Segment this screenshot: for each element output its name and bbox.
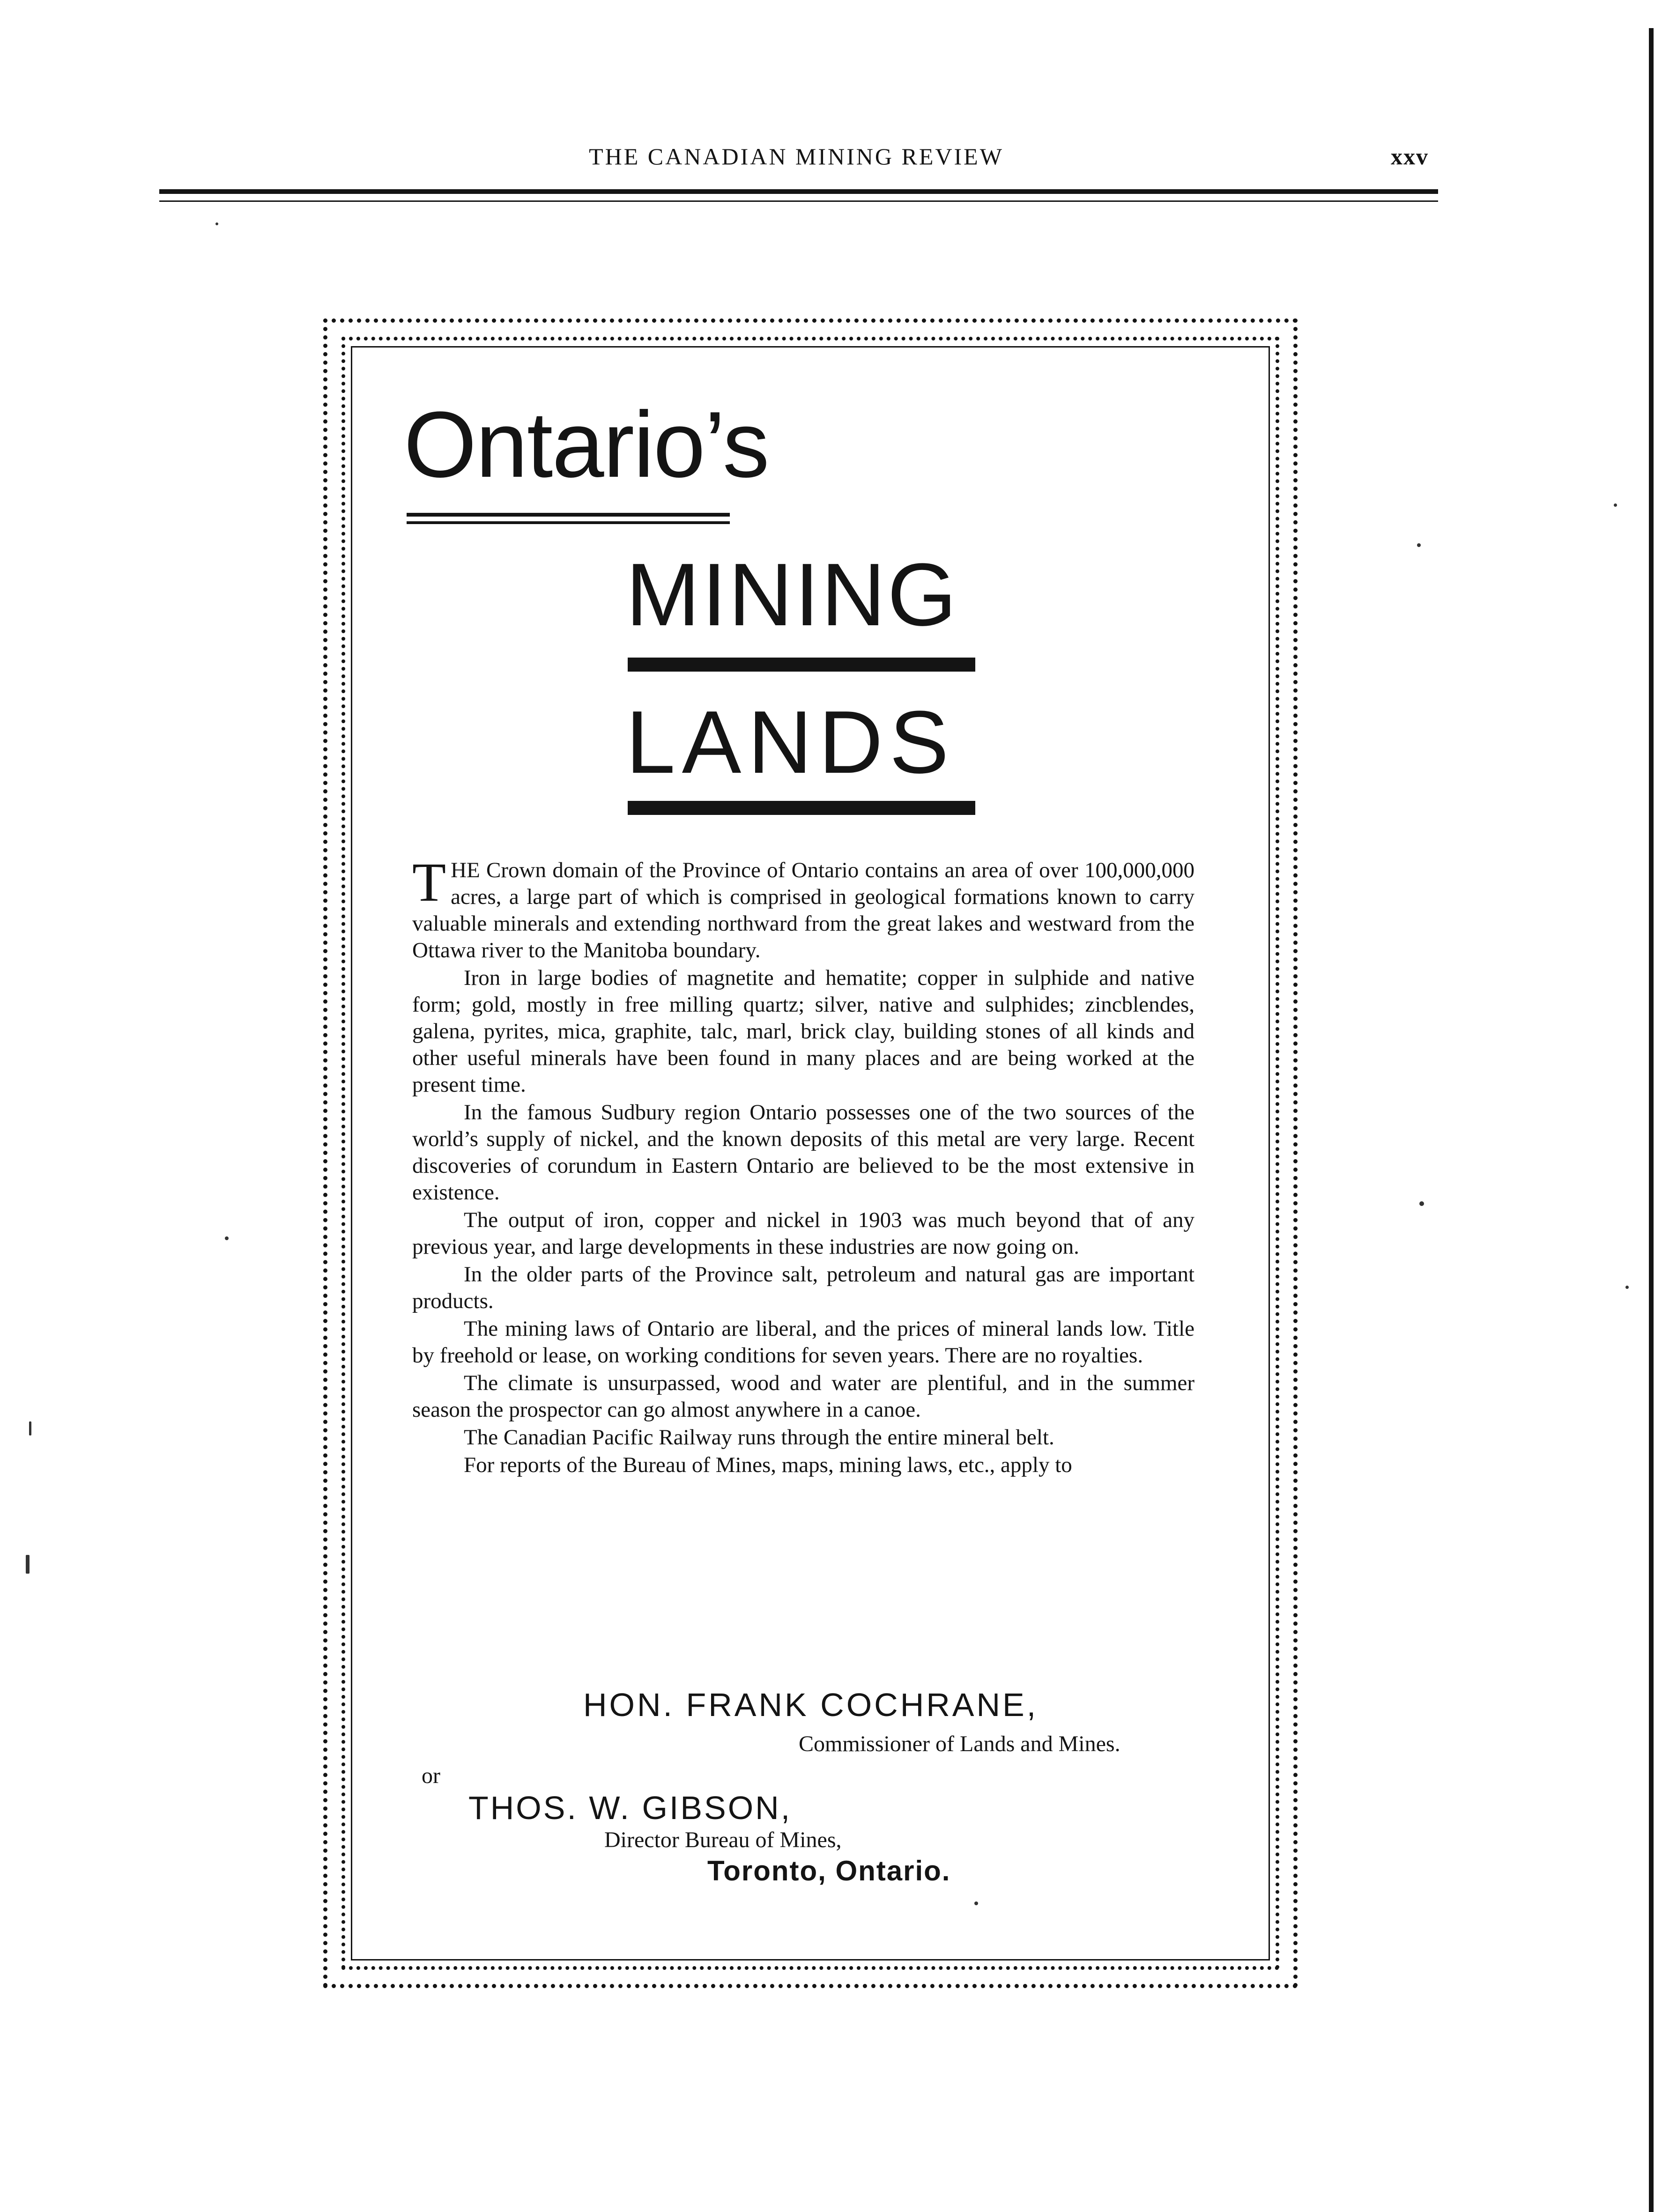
body-paragraph: The climate is unsurpassed, wood and water are plentiful, and in the summer season the prospector can go almost anywhere in a canoe. [412, 1371, 1195, 1422]
contact-title-cochrane: Commissioner of Lands and Mines. [799, 1731, 1120, 1756]
page-number: xxv [1391, 143, 1429, 170]
scan-speck [26, 1555, 30, 1574]
headline-lands: LANDS [626, 693, 956, 792]
conjunction-or: or [422, 1763, 440, 1788]
scan-edge-mark [1649, 28, 1654, 2212]
advertisement-body [412, 851, 1195, 1480]
body-paragraph [412, 851, 1195, 964]
body-paragraph: In the older parts of the Province salt, petroleum and natural gas are important products. [412, 1262, 1195, 1313]
headline-bar [628, 801, 975, 815]
scan-speck [1417, 543, 1421, 547]
body-paragraph: For reports of the Bureau of Mines, maps, mining laws, etc., apply to [464, 1453, 1072, 1477]
scan-speck [1419, 1201, 1424, 1206]
headline-mining: MINING [626, 545, 959, 644]
headline-ontarios: Ontario’s [404, 392, 769, 497]
scan-speck [974, 1901, 978, 1905]
body-paragraph: In the famous Sudbury region Ontario possesses one of the two sources of the world’s supply of nickel, and the known deposits of this metal are very large. Recent discoveries of corundum in Eastern Ontario are believed to be the most extensive in existence. [412, 1100, 1195, 1205]
contact-location: Toronto, Ontario. [707, 1855, 951, 1886]
scan-speck [225, 1236, 229, 1240]
running-head [159, 143, 1433, 185]
header-rule-thin [159, 200, 1438, 202]
body-paragraph: The Canadian Pacific Railway runs through the entire mineral belt. [464, 1425, 1054, 1450]
header-rule-thick [159, 189, 1438, 194]
scan-speck [215, 222, 218, 225]
contact-name-cochrane: HON. FRANK COCHRANE, [583, 1687, 1039, 1723]
contact-name-gibson: THOS. W. GIBSON, [468, 1790, 792, 1826]
body-paragraph: The output of iron, copper and nickel in 1903 was much beyond that of any previous year, and large developments in these industries are now going on. [412, 1208, 1195, 1259]
headline-underline [407, 513, 730, 517]
journal-title: THE CANADIAN MINING REVIEW [589, 143, 1004, 170]
paragraph-text: HE Crown domain of the Province of Ontario contains an area of over 100,000,000 acres, a large part of which is comprised in geological formations known to carry valuable minerals and extending northward from the great lakes and westward from the Ottawa river to the Manitoba boundary. [412, 858, 1195, 962]
body-paragraph: The mining laws of Ontario are liberal, and the prices of mineral lands low. Title by freehold or lease, on working conditions for seven years. There are no royalties. [412, 1317, 1195, 1368]
body-paragraph: Iron in large bodies of magnetite and hematite; copper in sulphide and native form; gold, mostly in free milling quartz; silver, native and sulphides; zincblendes, galena, pyrites, mica, graphite, talc, marl, brick clay, building stones of all kinds and other useful minerals have been found in many places and are being worked at the present time. [412, 966, 1195, 1097]
contact-title-gibson: Director Bureau of Mines, [604, 1827, 842, 1852]
scan-speck [1625, 1286, 1629, 1289]
headline-bar [628, 658, 975, 672]
drop-cap: T [412, 851, 446, 913]
scan-speck [29, 1421, 31, 1435]
headline-underline [407, 521, 730, 524]
scan-speck [1614, 503, 1617, 507]
